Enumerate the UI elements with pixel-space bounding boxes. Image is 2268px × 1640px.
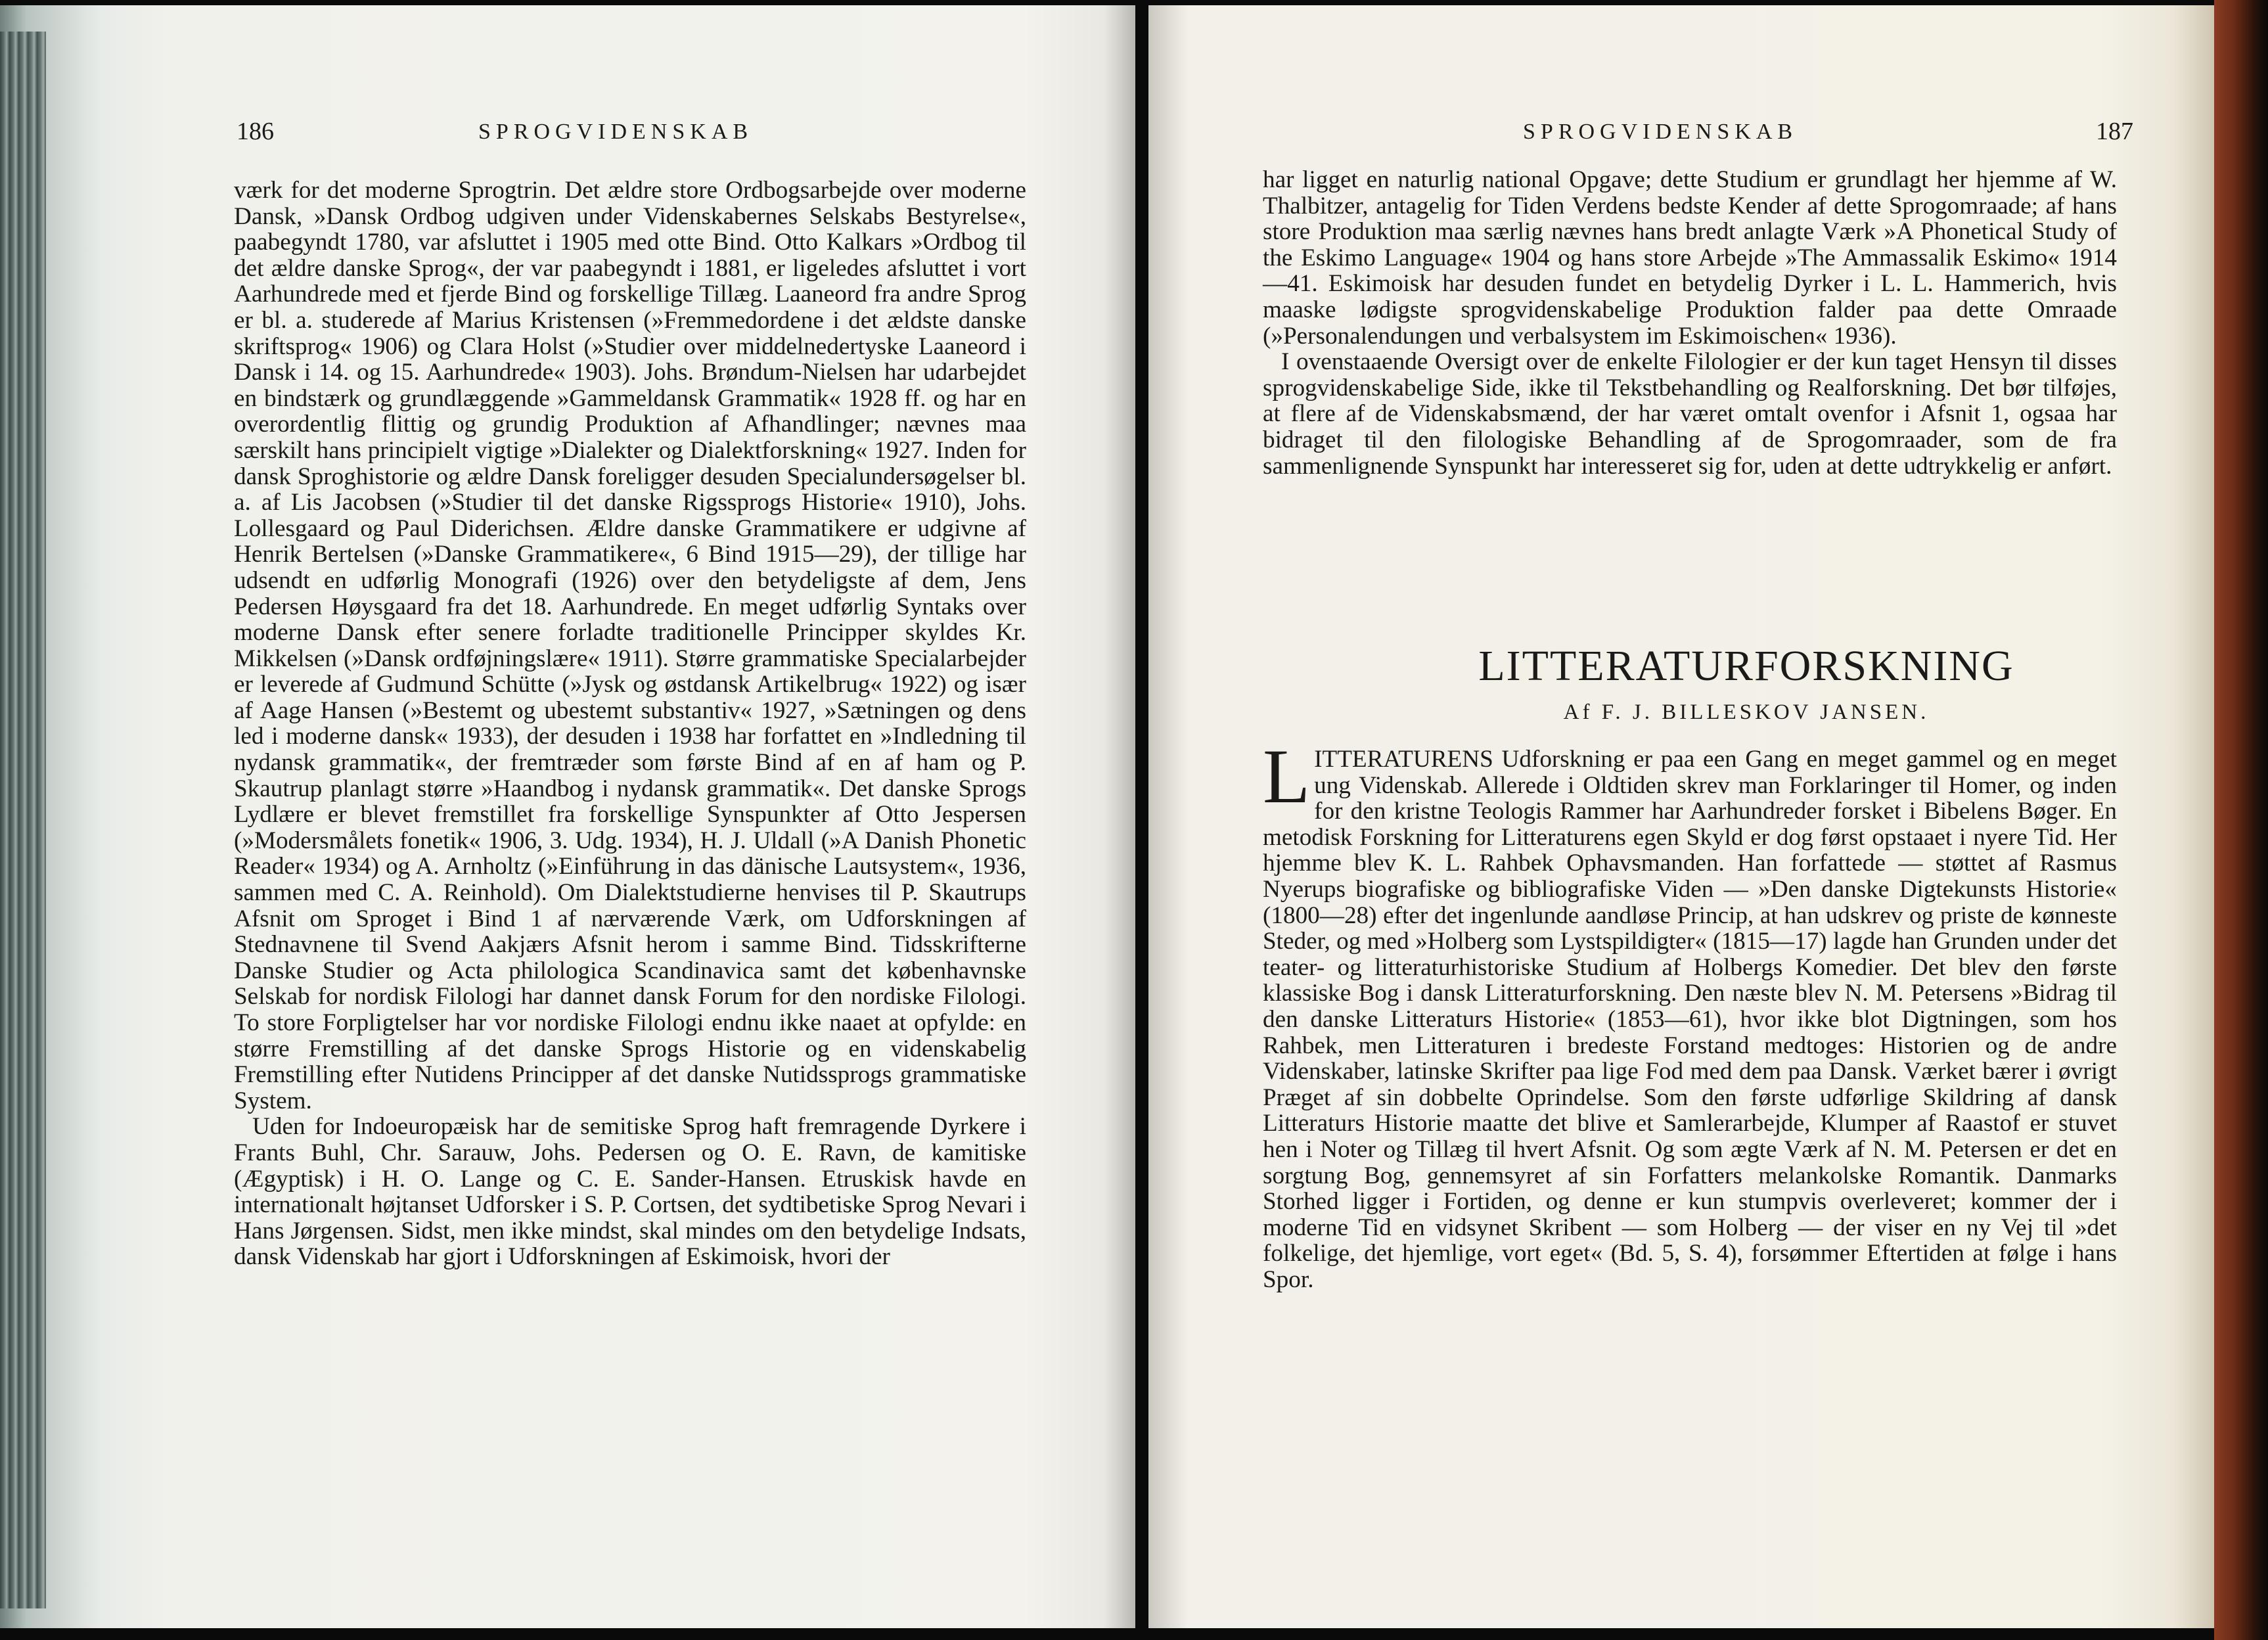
left-page (0, 5, 1135, 1628)
right-page-number: 187 (2096, 118, 2133, 145)
left-page-number: 186 (237, 118, 274, 145)
right-page (1148, 5, 2214, 1628)
right-paragraph-2: I ovenstaaende Oversigt over de enkelte Filologier er der kun taget Hensyn til disses sprogvidenskabelige Side, ikke til Tekstbehandling og Realforskning. Det bør tilføjes, at flere af de Videnskabsmænd, der har været omtalt ovenfor i Afsnit 1, ogsaa har bidraget til den filologiske Behandling af de Sprogomraader, som de fra sammenlignende Synspunkt har interesseret sig for, uden at dette udtrykkelig er anført. (1263, 348, 2117, 480)
left-paragraph-1: værk for det moderne Sprogtrin. Det ældre store Ordbogsarbejde over moderne Dansk, »Dansk Ordbog udgiven under Videnskabernes Selskabs Bestyrelse«, paabegyndt 1780, var afsluttet i 1905 med otte Bind. Otto Kalkars »Ordbog til det ældre danske Sprog«, der var paabegyndt i 1881, er ligeledes afsluttet i vort Aarhundrede med et fjerde Bind og forskellige Tillæg. Laaneord fra andre Sprog er bl. a. studerede af Marius Kristensen (»Fremmedordene i det ældste danske skriftsprog« 1906) og Clara Holst (»Studier over middelnedertyske Laaneord i Dansk i 14. og 15. Aarhundrede« 1903). Johs. Brøndum-Nielsen har udarbejdet en bindstærk og grundlæggende »Gammeldansk Grammatik« 1928 ff. og har en overordentlig flittig og grundig Produktion af Afhandlinger; nævnes maa særskilt hans principielt vigtige »Dialekter og Dialektforskning« 1927. Inden for dansk Sproghistorie og ældre Dansk foreligger desuden Specialundersøgelser bl. a. af Lis Jacobsen (»Studier til det danske Rigssprogs Historie« 1910), Johs. Lollesgaard og Paul Diderichsen. Ældre danske Grammatikere er udgivne af Henrik Bertelsen (»Danske Grammatikere«, 6 Bind 1915—29), der tillige har udsendt en udførlig Monografi (1926) over den betydeligste af dem, Jens Pedersen Høysgaard fra det 18. Aarhundrede. En meget udførlig Syntaks over moderne Dansk efter senere forladte traditionelle Principper skyldes Kr. Mikkelsen (»Dansk ordføjningslære« 1911). Større grammatiske Specialarbejder er leverede af Gudmund Schütte (»Jysk og østdansk Artikelbrug« 1922) og især af Aage Hansen (»Bestemt og ubestemt substantiv« 1927, »Sætningen og dens led i moderne dansk« 1933), der desuden i 1938 har forfattet en »Indledning til nydansk grammatik«, der fremtræder som første Bind af en af ham og P. Skautrup planlagt større »Haandbog i nydansk grammatik«. Det danske Sprogs Lydlære er blevet fremstillet fra forskellige Synspunkter af Otto Jespersen (»Modersmålets fonetik« 1906, 3. Udg. 1934), H. J. Uldall (»A Danish Phonetic Reader« 1934) og A. Arnholtz (»Einführung in das dänische Lautsystem«, 1936, sammen med C. A. Reinhold). Om Dialektstudierne henvises til P. Skautrups Afsnit om Sproget i Bind 1 af nærværende Værk, om Udforskningen af Stednavnene til Svend Aakjærs Afsnit herom i samme Bind. Tidsskrifterne Danske Studier og Acta philologica Scandinavica samt det københavnske Selskab for nordisk Filologi har dannet dansk Forum for den nordiske Filologi. To store Forpligtelser har vor nordiske Filologi endnu ikke naaet at opfylde: en større Fremstilling af det danske Sprogs Historie og en videnskabelig Fremstilling efter Nutidens Principper af det danske Nutidssprogs grammatiske System. (234, 177, 1026, 1114)
drop-cap: L (1263, 733, 1311, 819)
book-edge-left (0, 32, 46, 1608)
left-paragraph-2: Uden for Indoeuropæisk har de semitiske Sprog haft fremragende Dyrkere i Frants Buhl, Chr. Sarauw, Johs. Pedersen og O. E. Ravn, de kamitiske (Ægyptisk) i H. O. Lange og C. E. Sander-Hansen. Etruskisk havde en internationalt højtanset Udforsker i S. P. Cortsen, det sydtibetiske Sprog Nevari i Hans Jørgensen. Sidst, men ikke mindst, skal mindes om den betydelige Indsats, dansk Videnskab har gjort i Udforskningen af Eskimoisk, hvori der (234, 1113, 1026, 1271)
chapter-body (1263, 733, 2117, 1293)
chapter-title: LITTERATURFORSKNING (1478, 642, 2014, 690)
book-edge-right (2214, 0, 2268, 1640)
right-running-head: SPROGVIDENSKAB (1523, 120, 1798, 144)
chapter-paragraph: ITTERATURENS Udforskning er paa een Gang en meget gammel og en meget ung Videnskab. Allerede i Oldtiden skrev man Forklaringer til Homer, og inden for den kristne Teologis Rammer har Aarhundreder forsket i Bibelens Bøger. En metodisk Forskning for Litteraturens egen Skyld er dog først opstaaet i nyere Tid. Her hjemme blev K. L. Rahbek Ophavsmanden. Han forfattede — støttet af Rasmus Nyerups biografiske og bibliografiske Viden — »Den danske Digtekunsts Historie« (1800—28) efter det ingenlunde aandløse Princip, at han udskrev og priste de kønneste Steder, og med »Holberg som Lystspildigter« (1815—17) lagde han Grunden under det teater- og litteraturhistoriske Studium af Holbergs Komedier. Det blev den første klassiske Bog i dansk Litteraturforskning. Den næste blev N. M. Petersens »Bidrag til den danske Litteraturs Historie« (1853—61), hvor ikke blot Digtningen, som hos Rahbek, men Litteraturen i bredeste Forstand medtoges: Historien og de andre Videnskaber, latinske Skrifter paa lige Fod med dem paa Dansk. Værket bærer i øvrigt Præget af sin dobbelte Oprindelse. Som den første udførlige Skildring af dansk Litteraturs Historie maatte det blive et Samlerarbejde, Klumper af Raastof er stuvet hen i Noter og Tillæg til hvert Afsnit. Og som ægte Værk af N. M. Petersen er det en sorgtung Bog, gennemsyret af sin Forfatters melankolske Romantik. Danmarks Storhed ligger i Fortiden, og denne er kun stumpvis overleveret; kommer der i moderne Tid en vidsynet Skribent — som Holberg — der viser en ny Vej til »det folkelige, det hjemlige, vort eget« (Bd. 5, S. 4), forsømmer Eftertiden at følge i hans Spor. (1263, 746, 2117, 1293)
left-page-body (234, 177, 1026, 1270)
right-paragraph-1: har ligget en naturlig national Opgave; dette Studium er grundlagt her hjemme af W. Thalbitzer, antagelig for Tiden Verdens bedste Kender af dette Sprogomraade; af hans store Produktion maa særlig nævnes hans bredt anlagte Værk »A Phonetical Study of the Eskimo Language« 1904 og hans store Arbejde »The Ammassalik Eskimo« 1914—41. Eskimoisk har desuden fundet en betydelig Dyrker i L. L. Hammerich, hvis maaske lødigste sprogvidenskabelige Produktion falder paa dette Omraade (»Personalendungen und verbalsystem im Eskimoischen« 1936). (1263, 166, 2117, 350)
chapter-byline: Af F. J. BILLESKOV JANSEN. (1563, 700, 1930, 724)
right-page-body-top (1263, 167, 2117, 479)
left-running-head: SPROGVIDENSKAB (478, 120, 754, 144)
